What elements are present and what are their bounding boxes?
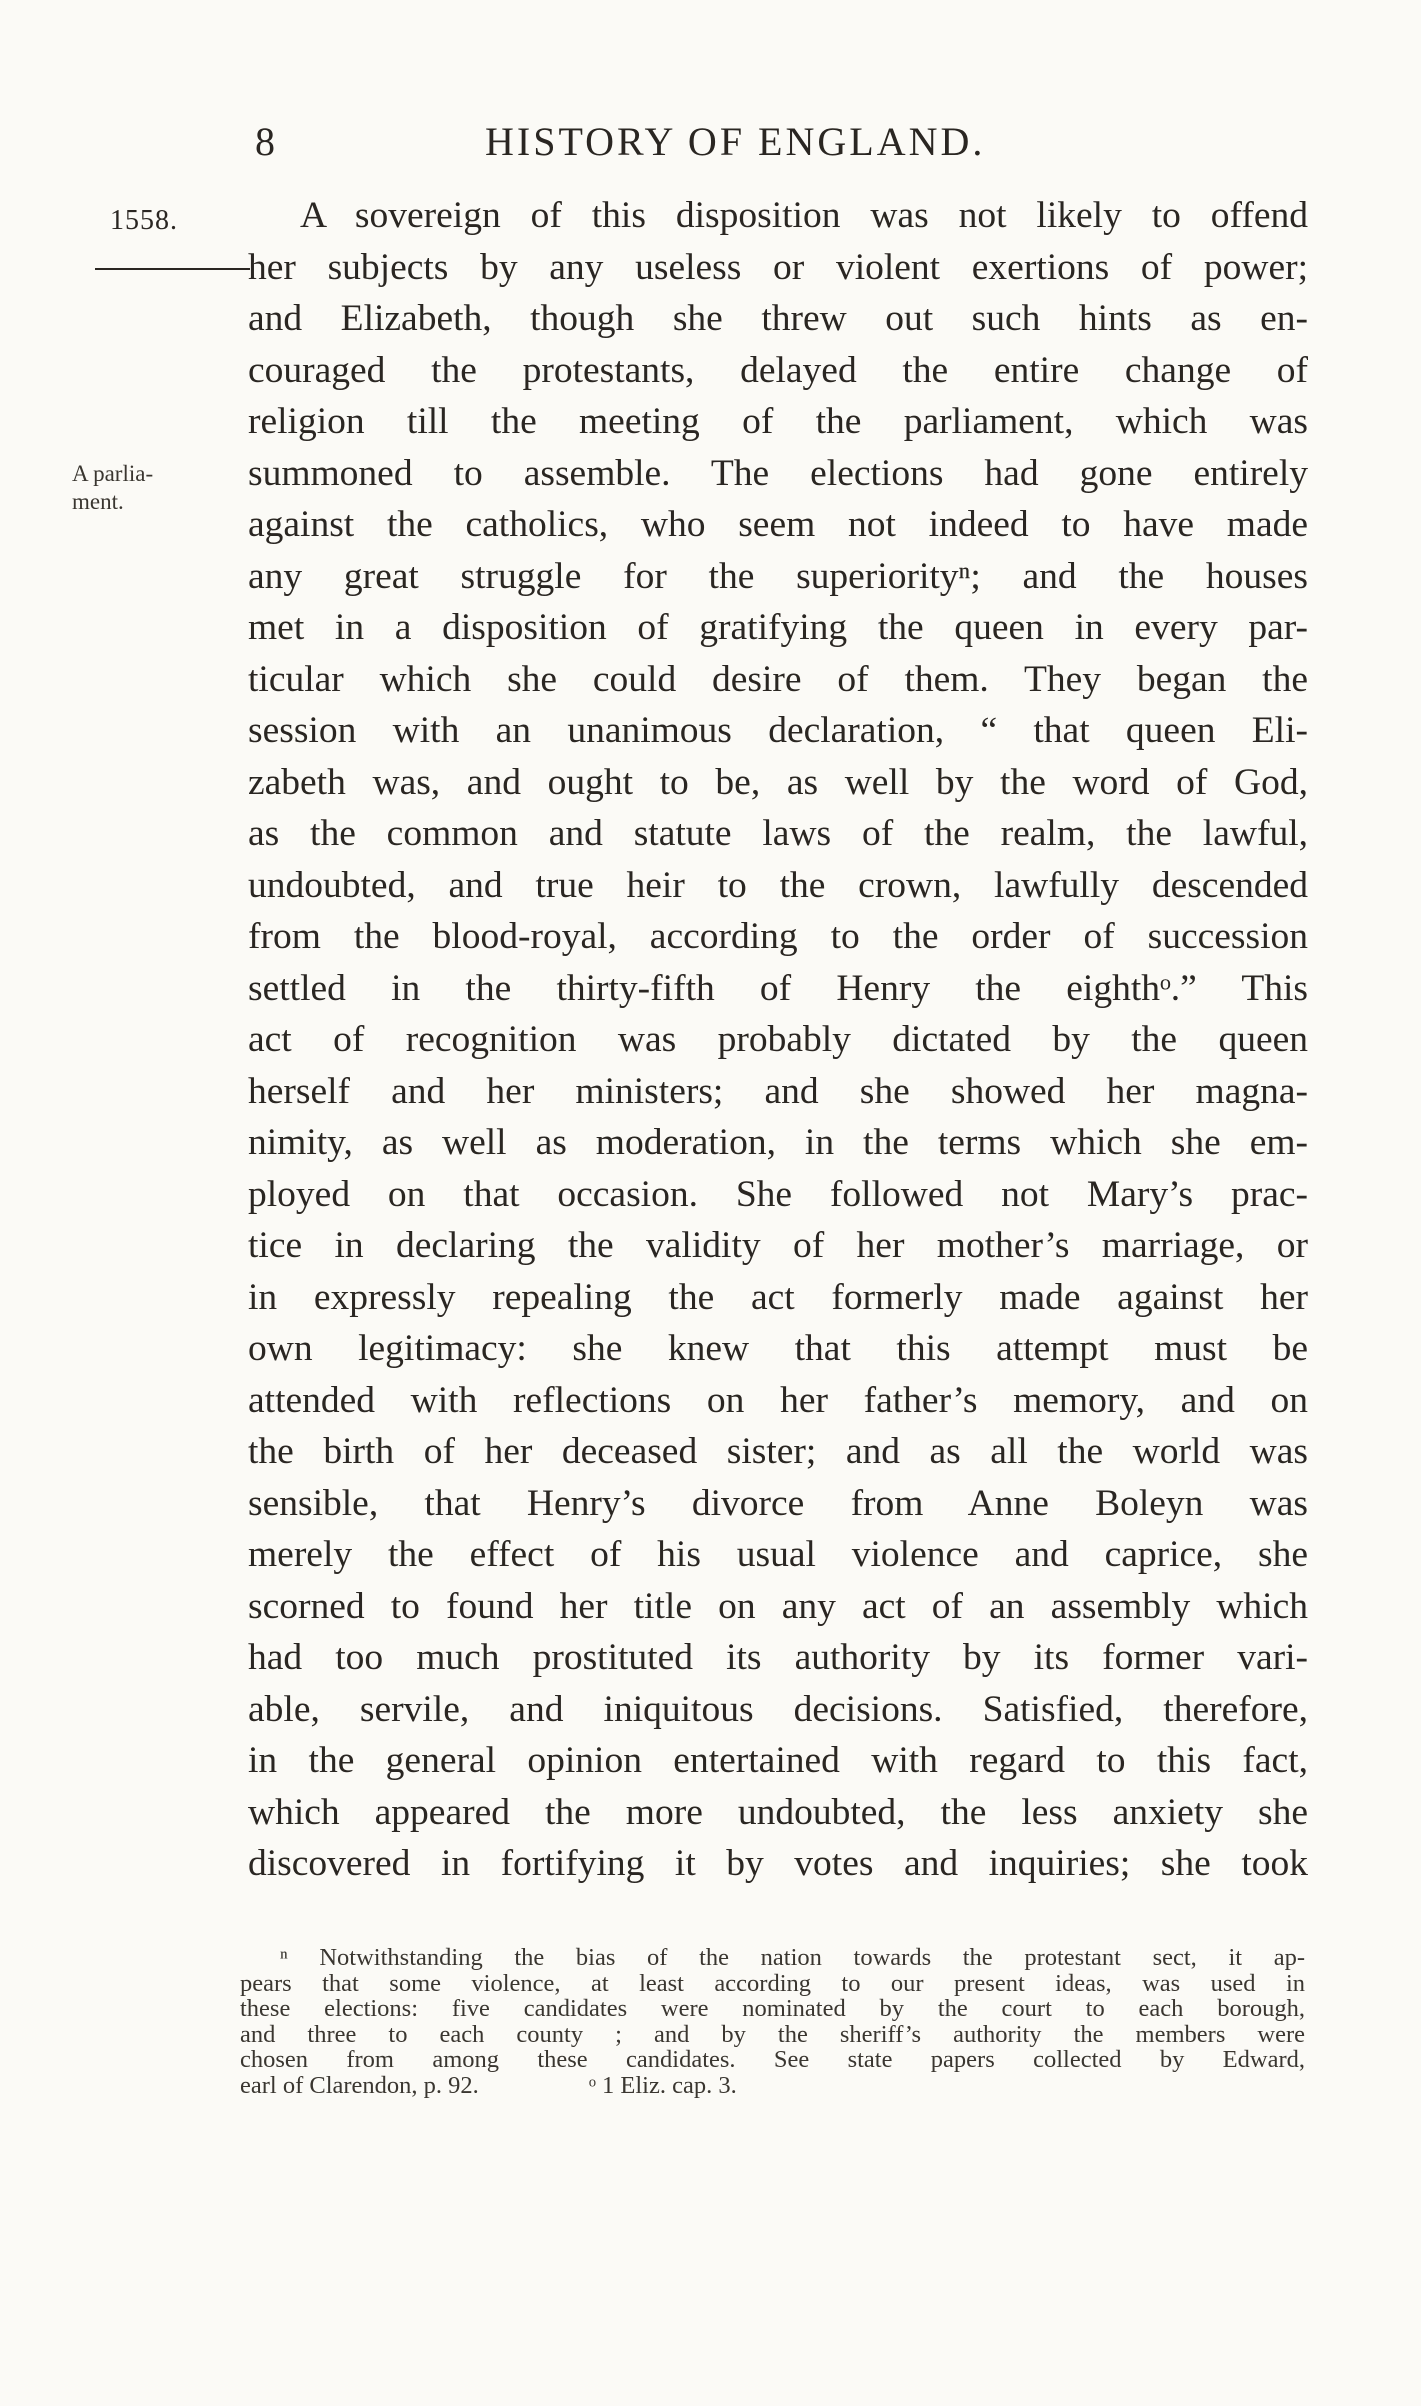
footnotes: [240, 1945, 1305, 2098]
text-line: any great struggle for the superiorityⁿ; and the houses: [248, 555, 1308, 597]
text-line: able, servile, and iniquitous decisions. Satisfied, therefore,: [248, 1688, 1308, 1730]
text-line: her subjects by any useless or violent exertions of power;: [248, 246, 1308, 288]
text-line: nimity, as well as moderation, in the terms which she em-: [248, 1122, 1308, 1163]
side-note-line: A parlia-: [72, 461, 154, 486]
text-line: act of recognition was probably dictated by the queen: [248, 1019, 1308, 1060]
text-line: in the general opinion entertained with regard to this fact,: [248, 1740, 1308, 1781]
side-note-line: ment.: [72, 489, 124, 514]
footnote-line-last: [240, 2073, 1305, 2099]
text-line: ticular which she could desire of them. They began the: [248, 658, 1308, 700]
text-line: and Elizabeth, though she threw out such hints as en-: [248, 298, 1308, 339]
text-line: religion till the meeting of the parliament, which was: [248, 401, 1308, 442]
text-line: A sovereign of this disposition was not likely to offend: [300, 195, 1308, 236]
footnote-line: and three to each county ; and by the sheriff’s authority the members were: [240, 2020, 1305, 2048]
text-line: ployed on that occasion. She followed not Mary’s prac-: [248, 1173, 1308, 1215]
text-line: undoubted, and true heir to the crown, lawfully descended: [248, 864, 1308, 906]
text-line: met in a disposition of gratifying the queen in every par-: [248, 607, 1308, 648]
margin-year: 1558.: [110, 205, 178, 236]
text-line: session with an unanimous declaration, “ that queen Eli-: [248, 710, 1308, 751]
text-line: own legitimacy: she knew that this attempt must be: [248, 1328, 1308, 1369]
text-line: settled in the thirty-fifth of Henry the eighthᵒ.” This: [248, 967, 1308, 1009]
text-line: in expressly repealing the act formerly made against her: [248, 1276, 1308, 1318]
year-rule: [95, 268, 250, 270]
body-text: [248, 190, 1308, 1890]
side-note: [72, 460, 242, 516]
text-line: as the common and statute laws of the realm, the lawful,: [248, 813, 1308, 854]
text-line: discovered in fortifying it by votes and inquiries; she took: [248, 1843, 1308, 1884]
text-line: herself and her ministers; and she showed her magna-: [248, 1070, 1308, 1112]
text-line: which appeared the more undoubted, the less anxiety she: [248, 1791, 1308, 1833]
page-number: 8: [255, 119, 277, 164]
text-line: against the catholics, who seem not indeed to have made: [248, 504, 1308, 545]
text-line: couraged the protestants, delayed the entire change of: [248, 349, 1308, 391]
text-line: attended with reflections on her father’s memory, and on: [248, 1379, 1308, 1421]
running-head: [255, 118, 1315, 168]
text-line: summoned to assemble. The elections had gone entirely: [248, 452, 1308, 494]
text-line: zabeth was, and ought to be, as well by the word of God,: [248, 761, 1308, 803]
footnote-line: ⁿ Notwithstanding the bias of the nation towards the protestant sect, it ap-: [280, 1944, 1305, 1971]
footnote-line: these elections: five candidates were nominated by the court to each borough,: [240, 1995, 1305, 2022]
footnote-line: chosen from among these candidates. See state papers collected by Edward,: [240, 2046, 1305, 2073]
text-line: sensible, that Henry’s divorce from Anne Boleyn was: [248, 1482, 1308, 1524]
running-title: HISTORY OF ENGLAND.: [485, 119, 986, 164]
footnote-o: ᵒ 1 Eliz. cap. 3.: [588, 2071, 737, 2099]
text-line: the birth of her deceased sister; and as all the world was: [248, 1431, 1308, 1472]
text-line: had too much prostituted its authority by its former vari-: [248, 1637, 1308, 1678]
footnote-line: pears that some violence, at least according to our present ideas, was used in: [240, 1969, 1305, 1997]
footnote-citation: earl of Clarendon, p. 92.: [240, 2071, 479, 2099]
text-line: from the blood-royal, according to the order of succession: [248, 916, 1308, 957]
text-line: tice in declaring the validity of her mother’s marriage, or: [248, 1225, 1308, 1266]
text-line: scorned to found her title on any act of an assembly which: [248, 1585, 1308, 1627]
text-line: merely the effect of his usual violence and caprice, she: [248, 1534, 1308, 1575]
